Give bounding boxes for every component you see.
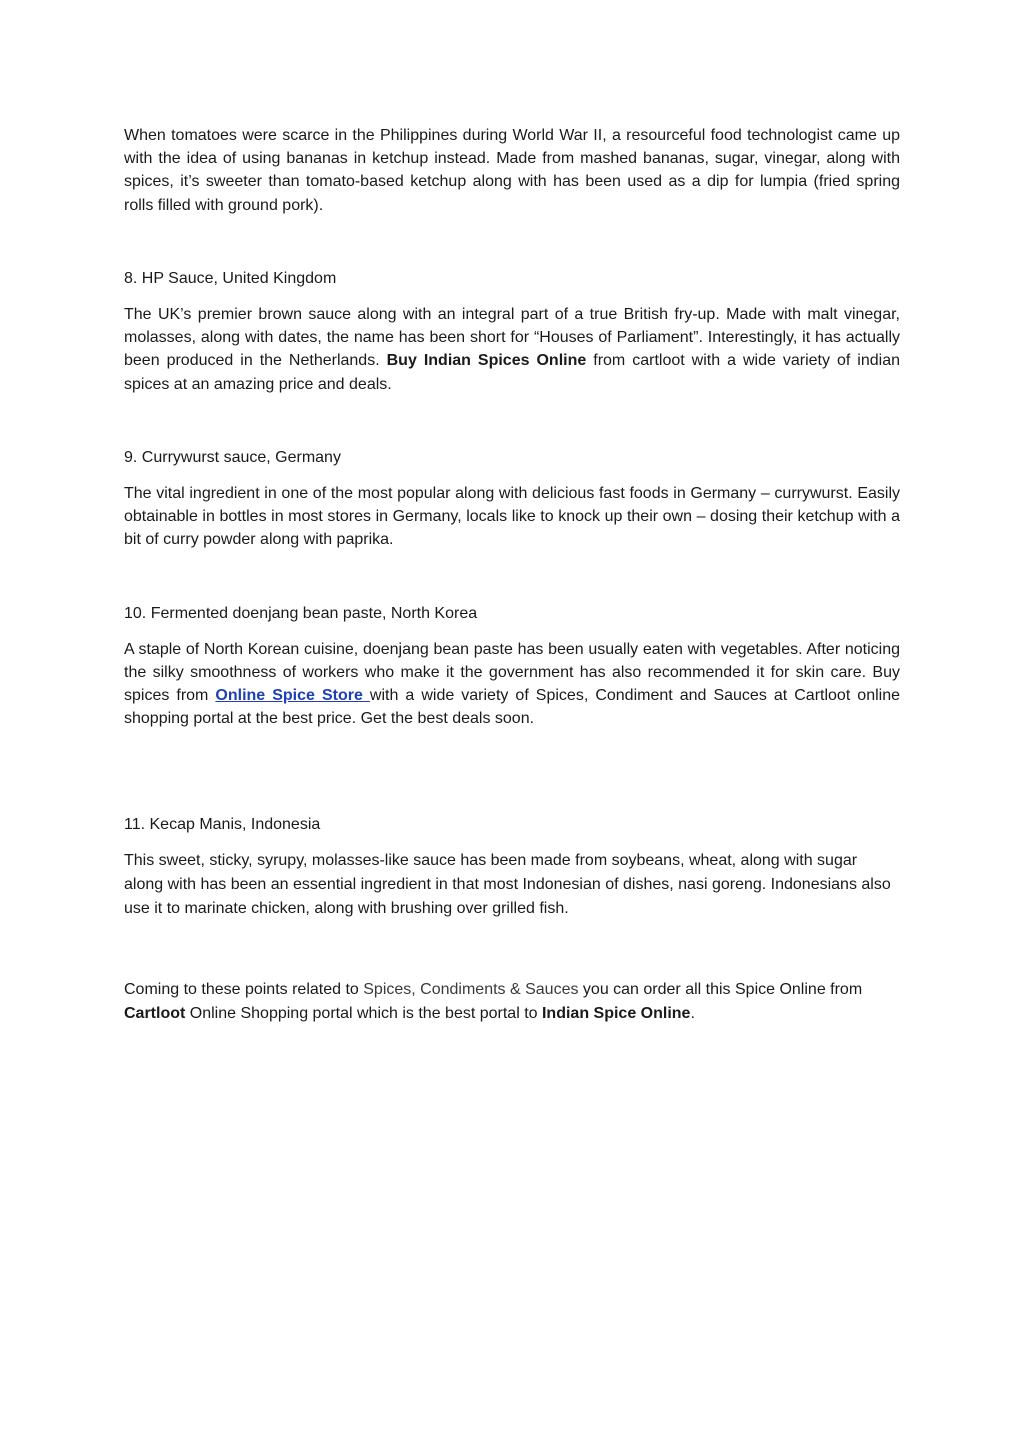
spices-condiments-sauces-text: Spices, Condiments & Sauces: [363, 980, 579, 998]
closing-paragraph: [124, 978, 900, 1027]
online-spice-store-link[interactable]: Online Spice Store: [215, 687, 370, 705]
closing-text-4: .: [690, 1005, 695, 1023]
buy-indian-spices-online-bold: Buy Indian Spices Online: [386, 352, 587, 370]
section-heading-currywurst: 9. Currywurst sauce, Germany: [124, 448, 341, 466]
section-heading-doenjang: 10. Fermented doenjang bean paste, North Korea: [124, 604, 478, 622]
doenjang-text: A staple of North Korean cuisine, doenjang bean paste has been usually eaten with vegetables. After noticing the silky smoothness of workers who make it the government has also recommended it for skin care. Buy spices from: [124, 640, 900, 705]
closing-text-2: you can order all this Spice Online from: [578, 980, 863, 998]
doenjang-paragraph: [124, 638, 900, 731]
hp-sauce-paragraph: [124, 303, 900, 396]
closing-text-1: Coming to these points related to: [124, 980, 364, 998]
document-page: [124, 124, 900, 1026]
section-heading-hp-sauce: 8. HP Sauce, United Kingdom: [124, 269, 337, 287]
hp-sauce-text-continued: from cartloot with a wide variety of indian spices at an amazing price and deals.: [124, 352, 900, 393]
hp-sauce-text: The UK’s premier brown sauce along with an integral part of a true British fry-up. Made with malt vinegar, molasses, along with dates, the name has been short for “Houses of Parliament”. Interestingly, it has actually been produced in the Netherlands.: [124, 306, 900, 370]
indian-spice-online-bold: Indian Spice Online: [541, 1005, 691, 1023]
cartloot-bold: Cartloot: [124, 1005, 186, 1023]
currywurst-paragraph: The vital ingredient in one of the most popular along with delicious fast foods in Germany – currywurst. Easily obtainable in bottles in most stores in Germany, locals like to knock up their own – dosing their ketchup with a bit of curry powder along with paprika.: [124, 485, 900, 549]
intro-paragraph: When tomatoes were scarce in the Philippines during World War II, a resourceful food technologist came up with the idea of using bananas in ketchup instead. Made from mashed bananas, sugar, vinegar, along with spices, it’s sweeter than tomato-based ketchup along with has been used as a dip for lumpia (fried spring rolls filled with ground pork).: [124, 127, 900, 214]
kecap-manis-paragraph: This sweet, sticky, syrupy, molasses-like sauce has been made from soybeans, wheat, along with sugar along with has been an essential ingredient in that most Indonesian of dishes, nasi goreng. Indonesians also use it to marinate chicken, along with brushing over grilled fish.: [124, 851, 891, 918]
doenjang-text-continued: with a wide variety of Spices, Condiment and Sauces at Cartloot online shopping portal at the best price. Get the best deals soon.: [124, 687, 900, 728]
section-heading-kecap-manis: 11. Kecap Manis, Indonesia: [124, 815, 321, 833]
closing-text-3: Online Shopping portal which is the best portal to: [185, 1005, 542, 1023]
